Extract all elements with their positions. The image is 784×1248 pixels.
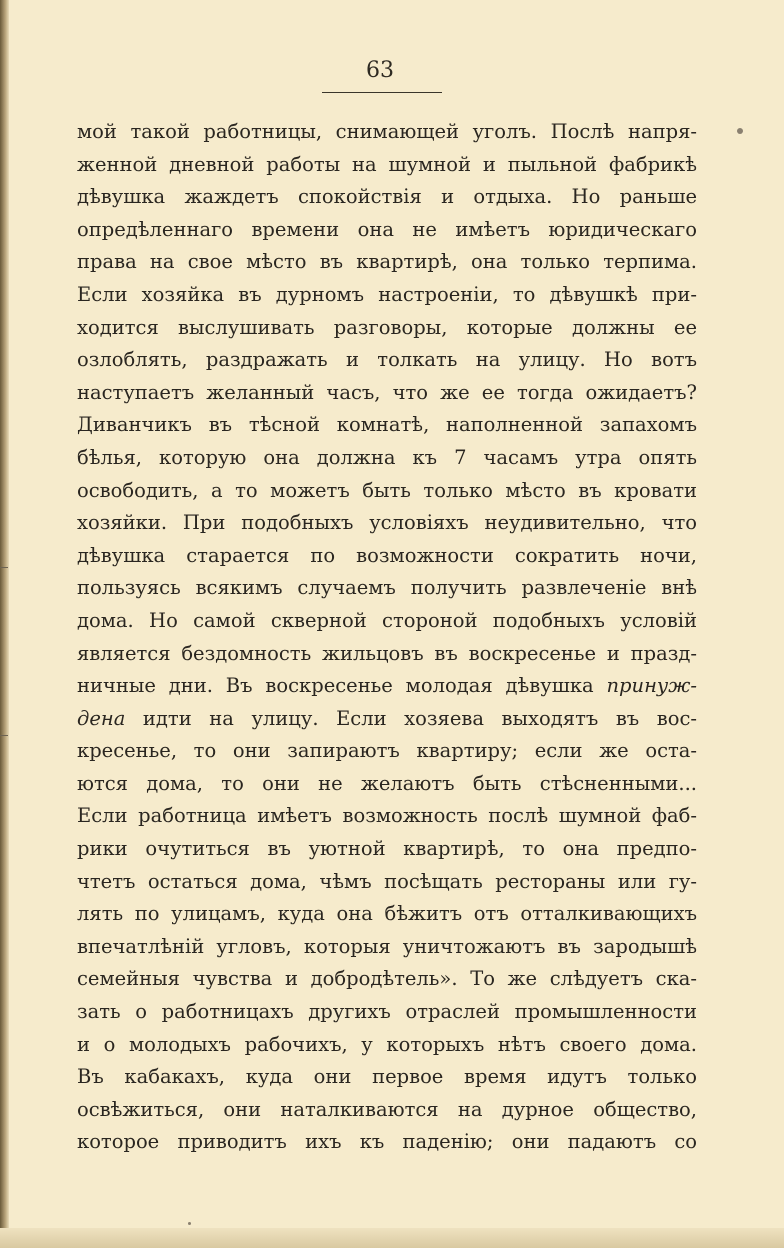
- text-run: впечатлѣній угловъ, которыя уничтожаютъ въ зародышѣ: [77, 934, 697, 958]
- text-line: [77, 475, 697, 508]
- text-run: лять по улицамъ, куда она бѣжитъ отъ отталкивающихъ: [77, 902, 697, 926]
- text-line: [77, 116, 697, 149]
- italic-text: принуж-: [606, 674, 697, 698]
- text-line: [77, 312, 697, 345]
- text-line: [77, 996, 697, 1029]
- text-line: [77, 800, 697, 833]
- text-line: [77, 1126, 697, 1159]
- text-run: озлоблять, раздражать и толкать на улицу. Но вотъ: [77, 348, 697, 372]
- text-run: ются дома, то они не желаютъ быть стѣсненными...: [77, 771, 697, 795]
- text-line: [77, 638, 697, 671]
- text-run: опредѣленнаго времени она не имѣетъ юридическаго: [77, 217, 697, 241]
- text-line: [77, 572, 697, 605]
- text-line: [77, 866, 697, 899]
- margin-mark: [0, 567, 8, 568]
- text-line: [77, 442, 697, 475]
- body-text: [77, 116, 697, 1159]
- text-line: [77, 931, 697, 964]
- text-line: [77, 735, 697, 768]
- text-line: [77, 149, 697, 182]
- text-line: [77, 507, 697, 540]
- margin-mark: [0, 735, 8, 736]
- text-run: Если работница имѣетъ возможность послѣ шумной фаб-: [77, 804, 697, 828]
- text-line: [77, 409, 697, 442]
- text-line: [77, 181, 697, 214]
- text-run: освободить, а то можетъ быть только мѣсто въ кровати: [77, 478, 697, 502]
- text-run: женной дневной работы на шумной и пыльной фабрикѣ: [77, 152, 697, 176]
- text-line: [77, 1061, 697, 1094]
- text-run: кресенье, то они запираютъ квартиру; если же оста-: [77, 739, 697, 763]
- text-run: хозяйки. При подобныхъ условіяхъ неудивительно, что: [77, 511, 697, 535]
- text-run: рики очутиться въ уютной квартирѣ, то она предпо-: [77, 837, 697, 861]
- text-run: ходится выслушивать разговоры, которые должны ее: [77, 315, 697, 339]
- text-run: дѣвушка старается по возможности сократить ночи,: [77, 543, 697, 567]
- text-run: пользуясь всякимъ случаемъ получить развлеченіе внѣ: [77, 576, 697, 600]
- text-run: бѣлья, которую она должна къ 7 часамъ утра опять: [77, 445, 697, 469]
- text-run: Въ кабакахъ, куда они первое время идутъ только: [77, 1065, 697, 1089]
- text-line: [77, 344, 697, 377]
- text-run: Диванчикъ въ тѣсной комнатѣ, наполненной запахомъ: [77, 413, 697, 437]
- text-run: зать о работницахъ другихъ отраслей промышленности: [77, 1000, 697, 1024]
- text-run: которое приводитъ ихъ къ паденію; они падаютъ со: [77, 1130, 697, 1154]
- text-line: [77, 1094, 697, 1127]
- text-run: Если хозяйка въ дурномъ настроеніи, то дѣвушкѣ при-: [77, 282, 697, 306]
- text-run: наступаетъ желанный часъ, что же ее тогда ожидаетъ?: [77, 380, 697, 404]
- text-run: семейныя чувства и добродѣтель». То же слѣдуетъ ска-: [77, 967, 697, 991]
- text-run: освѣжиться, они наталкиваются на дурное общество,: [77, 1097, 697, 1121]
- header-rule: [322, 92, 442, 93]
- text-line: [77, 279, 697, 312]
- text-run: является бездомность жильцовъ въ воскресенье и празд-: [77, 641, 697, 665]
- text-run: дѣвушка жаждетъ спокойствія и отдыха. Но раньше: [77, 185, 697, 209]
- text-line: [77, 246, 697, 279]
- text-run: ничные дни. Въ воскресенье молодая дѣвушка: [77, 674, 607, 698]
- text-run: чтетъ остаться дома, чѣмъ посѣщать рестораны или гу-: [77, 869, 697, 893]
- page-spine-shadow: [0, 0, 9, 1248]
- text-line: [77, 540, 697, 573]
- text-run: и о молодыхъ рабочихъ, у которыхъ нѣтъ своего дома.: [77, 1032, 697, 1056]
- text-run: дома. Но самой скверной стороной подобныхъ условій: [77, 608, 697, 632]
- text-line: [77, 1029, 697, 1062]
- text-line: [77, 670, 697, 703]
- text-line: [77, 898, 697, 931]
- ink-speck: [737, 128, 743, 134]
- italic-text: дена: [77, 706, 126, 730]
- text-run: права на свое мѣсто въ квартирѣ, она только терпима.: [77, 250, 697, 274]
- text-line: [77, 833, 697, 866]
- text-line: [77, 377, 697, 410]
- text-run: идти на улицу. Если хозяева выходятъ въ вос-: [125, 706, 697, 730]
- text-run: мой такой работницы, снимающей уголъ. Послѣ напря-: [77, 120, 697, 143]
- text-line: [77, 605, 697, 638]
- text-line: [77, 963, 697, 996]
- text-line: [77, 768, 697, 801]
- page-bottom-edge: [0, 1228, 784, 1248]
- text-line: [77, 703, 697, 736]
- page-number: 63: [366, 58, 394, 83]
- ink-speck: [188, 1222, 191, 1225]
- text-line: [77, 214, 697, 247]
